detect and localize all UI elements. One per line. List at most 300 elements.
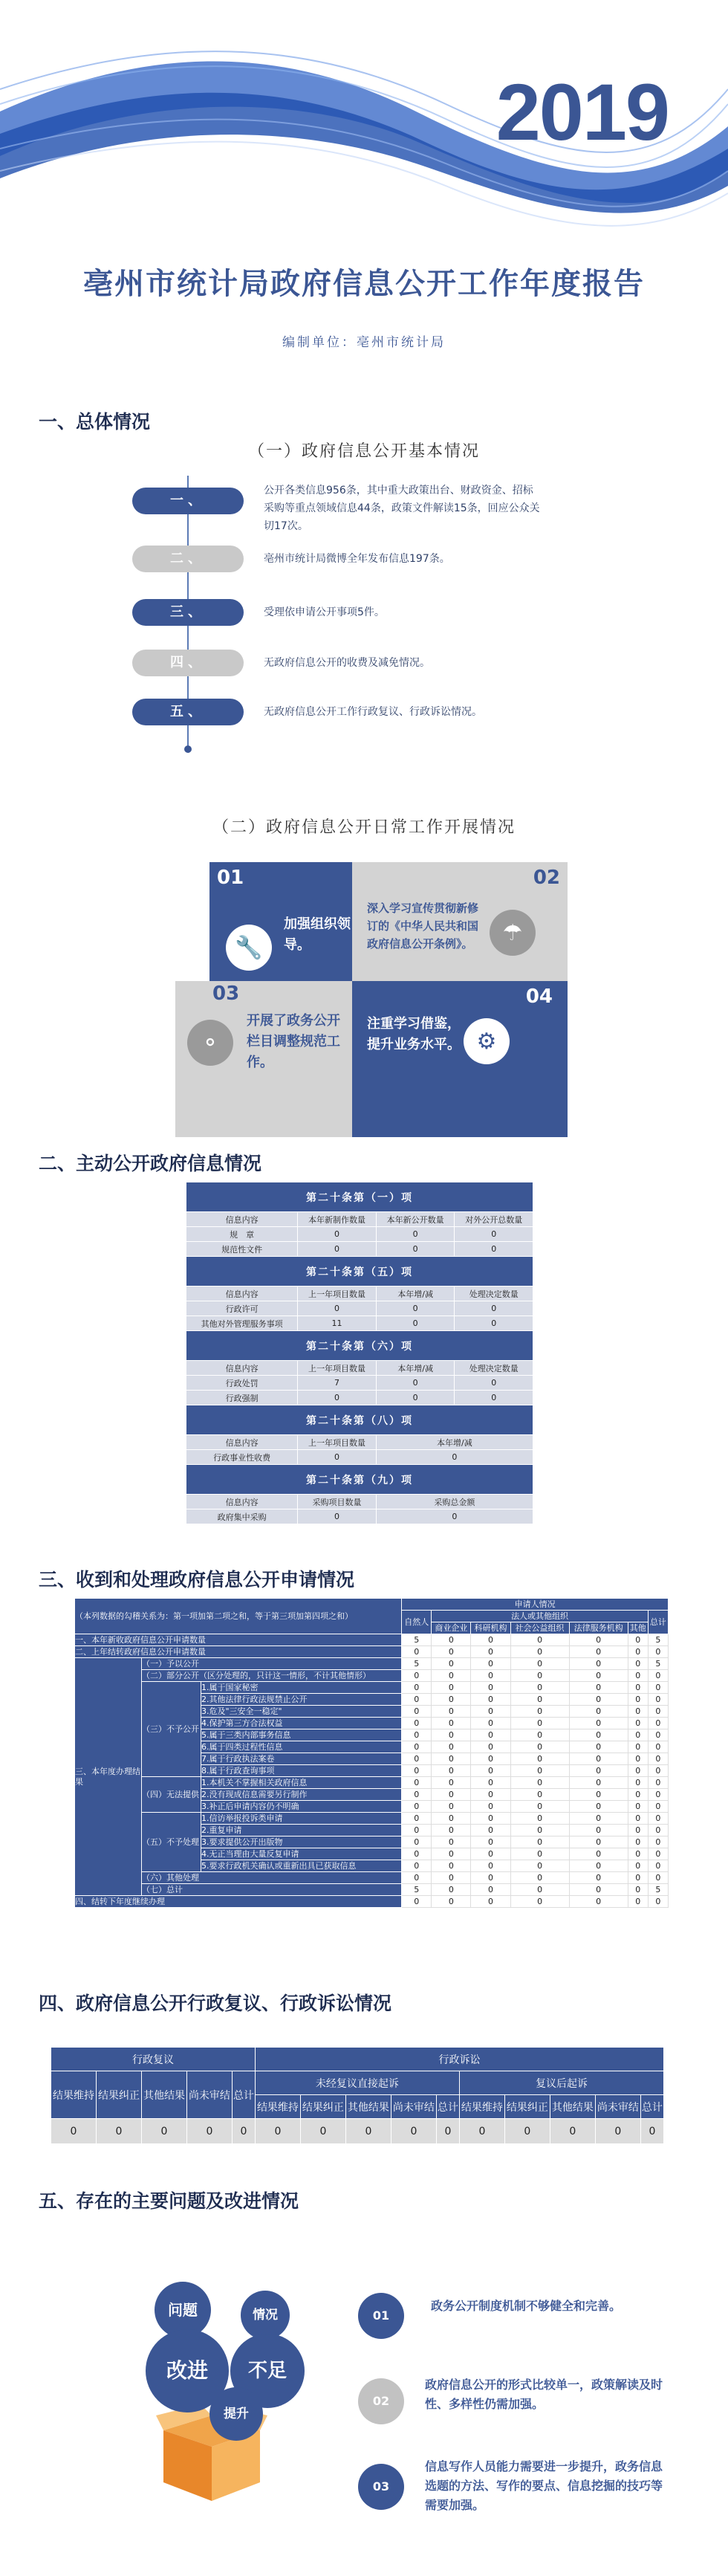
table-cell: 0 [402, 1682, 432, 1694]
column-header: 本年增/减 [376, 1435, 533, 1450]
table-cell: 其他对外管理服务事项 [186, 1316, 298, 1331]
table-col-row [186, 1361, 533, 1376]
table-cell: 0 [648, 1729, 668, 1741]
table-cell: 0 [432, 1896, 471, 1908]
timeline-label: 五、 [132, 699, 244, 725]
table-cell: 0 [402, 1718, 432, 1729]
table-cell: 0 [648, 1789, 668, 1801]
table-col-row [186, 1212, 533, 1227]
table-cell: 0 [569, 1860, 628, 1872]
table-cell: 0 [471, 1836, 510, 1848]
table-cell: 0 [432, 1706, 471, 1718]
section-1-subtitle-2: （二）政府信息公开日常工作开展情况 [212, 818, 516, 837]
table-cell: 5 [402, 1634, 432, 1646]
table-cell: 0 [569, 1896, 628, 1908]
table-cell: 0 [402, 1670, 432, 1682]
table-cell: 0 [628, 1872, 648, 1884]
table-cell: 0 [628, 1836, 648, 1848]
section-1-title: 一、总体情况 [39, 411, 151, 433]
table-cell: 11 [298, 1316, 377, 1331]
timeline-text: 无政府信息公开工作行政复议、行政诉讼情况。 [264, 706, 482, 718]
header-cell: 尚未审结 [391, 2095, 436, 2119]
header-cell: 法人或其他组织 [432, 1611, 648, 1622]
header-cell: 申请人情况 [402, 1599, 669, 1611]
timeline-text: 无政府信息公开的收费及减免情况。 [264, 657, 430, 669]
table-cell: 0 [569, 1658, 628, 1670]
table-cell: 0 [628, 1729, 648, 1741]
table-row [75, 1658, 669, 1670]
table-cell: 0 [648, 1813, 668, 1825]
table-row [75, 1813, 669, 1825]
table-row [186, 1301, 533, 1316]
column-header: 对外公开总数量 [455, 1212, 533, 1227]
row-label: （三）不予公开 [142, 1682, 201, 1777]
timeline-text: 受理依申请公开事项5件。 [264, 606, 385, 618]
row-label: （一）予以公开 [142, 1658, 402, 1670]
table-cell: 0 [648, 1765, 668, 1777]
table-cell: 0 [471, 1789, 510, 1801]
table-cell: 0 [471, 1729, 510, 1741]
table-cell: 0 [255, 2119, 300, 2144]
point-number: 03 [358, 2464, 404, 2510]
table-cell: 0 [432, 1694, 471, 1706]
table-cell: 0 [432, 1848, 471, 1860]
row-label: 7.属于行政执法案卷 [201, 1753, 402, 1765]
header-cell: 结果维持 [51, 2071, 97, 2119]
table-cell: 0 [569, 1741, 628, 1753]
table-row [75, 1777, 669, 1789]
table-cell: 0 [471, 1801, 510, 1813]
table-cell: 0 [648, 1801, 668, 1813]
table-cell: 0 [471, 1741, 510, 1753]
table-cell: 0 [628, 1813, 648, 1825]
table-cell: 0 [402, 1872, 432, 1884]
header-cell: 总计 [436, 2095, 459, 2119]
table-cell: 0 [432, 1884, 471, 1896]
table-cell: 5 [648, 1634, 668, 1646]
timeline-label: 三、 [132, 599, 244, 626]
table-cell: 0 [569, 1670, 628, 1682]
table-cell: 0 [51, 2119, 97, 2144]
column-header: 本年新公开数量 [376, 1212, 455, 1227]
header-cell: 尚未审结 [595, 2095, 640, 2119]
table-cell: 0 [432, 1658, 471, 1670]
table-row [186, 1242, 533, 1257]
timeline-end-dot [184, 745, 192, 753]
table-cell: 0 [628, 1706, 648, 1718]
table-cell: 0 [648, 1872, 668, 1884]
table-cell: 0 [569, 1682, 628, 1694]
table-cell: 0 [402, 1801, 432, 1813]
table-cell: 0 [432, 1753, 471, 1765]
table-row [75, 1872, 669, 1884]
row-label: （五）不予处理 [142, 1813, 201, 1872]
table-cell: 0 [510, 1896, 569, 1908]
table-cell: 0 [510, 1741, 569, 1753]
block-header-cell: 第二十条第（五）项 [186, 1257, 533, 1287]
column-header: 本年增/减 [376, 1287, 455, 1301]
row-label: 3.要求提供公开出版物 [201, 1836, 402, 1848]
table-cell: 0 [628, 1753, 648, 1765]
column-header: 信息内容 [186, 1287, 298, 1301]
table-cell: 0 [510, 1848, 569, 1860]
header-cell: 自然人 [402, 1611, 432, 1634]
table-cell: 5 [648, 1658, 668, 1670]
table-cell: 0 [510, 1718, 569, 1729]
table-cell: 0 [569, 1884, 628, 1896]
table-cell: 0 [648, 1848, 668, 1860]
table-cell: 0 [402, 1836, 432, 1848]
table-cell: 0 [141, 2119, 186, 2144]
header-note: （本列数据的勾稽关系为：第一项加第二项之和，等于第三项加第四项之和） [75, 1599, 402, 1634]
table-cell: 0 [376, 1316, 455, 1331]
quadrant-number: 01 [217, 867, 244, 889]
table-cell: 0 [402, 1848, 432, 1860]
row-label: 1.信访举报投诉类申请 [201, 1813, 402, 1825]
table-block-header [186, 1405, 533, 1435]
lightbulb-icon: ⚬ [187, 1020, 233, 1066]
row-label: 5.要求行政机关确认或重新出具已获取信息 [201, 1860, 402, 1872]
bubble-wenti: 问题 [155, 2282, 211, 2338]
table-cell: 0 [628, 1860, 648, 1872]
table-cell: 0 [298, 1450, 377, 1465]
header-cell: 结果维持 [459, 2095, 504, 2119]
table-cell: 0 [628, 1765, 648, 1777]
table-col-row [186, 1495, 533, 1509]
table-cell: 0 [510, 1646, 569, 1658]
table-cell: 0 [628, 1658, 648, 1670]
column-header: 上一年项目数量 [298, 1361, 377, 1376]
bubble-tisheng: 提升 [209, 2387, 263, 2441]
table-cell: 0 [628, 1789, 648, 1801]
table-cell: 0 [471, 1646, 510, 1658]
table-cell: 0 [569, 1777, 628, 1789]
table-cell: 0 [628, 1670, 648, 1682]
table-cell: 0 [298, 1242, 377, 1257]
table-row [75, 1634, 669, 1646]
table-cell: 0 [376, 1242, 455, 1257]
header-cell: 其他 [628, 1622, 648, 1634]
column-header: 上一年项目数量 [298, 1435, 377, 1450]
table-cell: 0 [432, 1836, 471, 1848]
column-header: 处理决定数量 [455, 1361, 533, 1376]
table-cell: 0 [376, 1391, 455, 1405]
table-cell: 0 [345, 2119, 391, 2144]
table-block-header [186, 1331, 533, 1361]
table-cell: 0 [510, 1694, 569, 1706]
row-label: 8.属于行政查询事项 [201, 1765, 402, 1777]
table-cell: 0 [569, 1789, 628, 1801]
row-label: 四、结转下年度继续办理 [75, 1896, 402, 1908]
table-cell: 0 [504, 2119, 550, 2144]
header-cell: 法律服务机构 [569, 1622, 628, 1634]
row-label: 4.保护第三方合法权益 [201, 1718, 402, 1729]
table-cell: 0 [569, 1634, 628, 1646]
column-header: 信息内容 [186, 1212, 298, 1227]
table-cell: 0 [569, 1646, 628, 1658]
table-col-row [186, 1435, 533, 1450]
row-label: 2.重复申请 [201, 1825, 402, 1836]
header-cell: 结果维持 [255, 2095, 300, 2119]
table-cell: 0 [510, 1682, 569, 1694]
table-cell: 0 [455, 1242, 533, 1257]
table-cell: 0 [471, 1884, 510, 1896]
table-cell: 0 [402, 1896, 432, 1908]
header-cell: 总计 [648, 1611, 668, 1634]
table-cell: 0 [471, 1860, 510, 1872]
column-header: 采购项目数量 [298, 1495, 377, 1509]
table-cell: 0 [436, 2119, 459, 2144]
table-row [186, 1376, 533, 1391]
table-cell: 0 [628, 1741, 648, 1753]
application-table [74, 1598, 669, 1908]
table-cell: 0 [569, 1872, 628, 1884]
header-cell: 结果纠正 [96, 2071, 141, 2119]
table-cell: 0 [648, 1646, 668, 1658]
work-quadrant-4 [352, 981, 568, 1137]
table-cell: 0 [648, 1670, 668, 1682]
table-cell: 0 [186, 2119, 232, 2144]
table-cell: 0 [510, 1634, 569, 1646]
table-cell: 0 [298, 1391, 377, 1405]
table-cell: 0 [432, 1801, 471, 1813]
block-header-cell: 第二十条第（九）项 [186, 1465, 533, 1495]
table-cell: 政府集中采购 [186, 1509, 298, 1524]
bubble-buzu: 不足 [230, 2334, 305, 2408]
table-cell: 0 [569, 1801, 628, 1813]
table-cell: 0 [550, 2119, 595, 2144]
row-label: （四）无法提供 [142, 1777, 201, 1813]
proactive-disclosure-table [186, 1182, 533, 1524]
table-cell: 0 [432, 1634, 471, 1646]
table-cell: 0 [432, 1741, 471, 1753]
row-label: 5.属于三类内部事务信息 [201, 1729, 402, 1741]
table-cell: 0 [455, 1376, 533, 1391]
report-editor: 编制单位：亳州市统计局 [282, 335, 446, 350]
table-cell: 0 [648, 1741, 668, 1753]
table-cell: 0 [569, 1848, 628, 1860]
table-cell: 0 [232, 2119, 255, 2144]
table-cell: 0 [628, 1825, 648, 1836]
timeline-label: 一、 [132, 488, 244, 514]
timeline-text: 公开各类信息956条，其中重大政策出台、财政资金、招标采购等重点领域信息44条，政策文件解读15条，回应公众关切17次。 [264, 485, 540, 532]
table-cell: 0 [402, 1694, 432, 1706]
quadrant-text: 加强组织领导。 [284, 916, 351, 953]
table-cell: 0 [432, 1825, 471, 1836]
point-text: 政府信息公开的形式比较单一，政策解读及时性、多样性仍需加强。 [425, 2378, 663, 2411]
table-cell: 0 [510, 1753, 569, 1765]
table-cell: 0 [402, 1789, 432, 1801]
table-cell: 0 [455, 1316, 533, 1331]
table-cell: 0 [569, 1813, 628, 1825]
quadrant-text: 开展了政务公开栏目调整规范工作。 [247, 1013, 340, 1070]
row-label: 三、本年度办理结果 [75, 1658, 142, 1896]
table-cell: 0 [569, 1729, 628, 1741]
table-cell: 0 [402, 1825, 432, 1836]
table-row [186, 1509, 533, 1524]
row-label: 2.没有现成信息需要另行制作 [201, 1789, 402, 1801]
table-cell: 0 [569, 1825, 628, 1836]
header-cell: 行政复议 [51, 2048, 256, 2071]
table-cell: 行政强制 [186, 1391, 298, 1405]
timeline-label: 四、 [132, 650, 244, 676]
block-header-cell: 第二十条第（六）项 [186, 1331, 533, 1361]
table-cell: 0 [471, 1634, 510, 1646]
table-cell: 0 [298, 1301, 377, 1316]
table-cell: 0 [628, 1718, 648, 1729]
table-cell: 0 [298, 1227, 377, 1242]
table-cell: 0 [648, 1718, 668, 1729]
table-cell: 规范性文件 [186, 1242, 298, 1257]
table-cell: 0 [510, 1825, 569, 1836]
table-cell: 0 [471, 1694, 510, 1706]
header-cell: 其他结果 [345, 2095, 391, 2119]
table-cell: 0 [510, 1884, 569, 1896]
table-cell: 0 [628, 1884, 648, 1896]
quadrant-number: 02 [533, 867, 560, 889]
section-3-title: 三、收到和处理政府信息公开申请情况 [39, 1569, 355, 1590]
table-cell: 0 [648, 1825, 668, 1836]
table-cell: 0 [376, 1450, 533, 1465]
header-cell: 行政诉讼 [255, 2048, 663, 2071]
row-label: 3.补正后申请内容仍不明确 [201, 1801, 402, 1813]
table-cell: 0 [432, 1682, 471, 1694]
quadrant-text: 注重学习借鉴，提升业务水平。 [367, 1016, 461, 1052]
table-row [75, 1670, 669, 1682]
table-cell: 0 [471, 1765, 510, 1777]
table-cell: 0 [471, 1658, 510, 1670]
table-cell: 行政处罚 [186, 1376, 298, 1391]
header-cell: 结果纠正 [504, 2095, 550, 2119]
table-cell: 0 [648, 1860, 668, 1872]
timeline-text: 亳州市统计局微博全年发布信息197条。 [264, 553, 450, 565]
row-label: 1.属于国家秘密 [201, 1682, 402, 1694]
block-header-cell: 第二十条第（八）项 [186, 1405, 533, 1435]
review-litigation-table [51, 2047, 664, 2144]
table-cell: 0 [510, 1765, 569, 1777]
column-header: 信息内容 [186, 1435, 298, 1450]
table-cell: 0 [471, 1682, 510, 1694]
umbrella-icon: ☂ [490, 910, 536, 956]
point-text: 政务公开制度机制不够健全和完善。 [431, 2299, 622, 2313]
table-cell: 0 [510, 1860, 569, 1872]
table-cell: 0 [569, 1718, 628, 1729]
table-cell: 0 [432, 1765, 471, 1777]
table-cell: 0 [628, 1848, 648, 1860]
column-header: 信息内容 [186, 1495, 298, 1509]
timeline-label: 二、 [132, 546, 244, 572]
table-cell: 0 [510, 1813, 569, 1825]
table-cell: 0 [432, 1646, 471, 1658]
table-cell: 行政事业性收费 [186, 1450, 298, 1465]
header-cell: 尚未审结 [186, 2071, 232, 2119]
column-header: 采购总金额 [376, 1495, 533, 1509]
point-number: 01 [358, 2293, 404, 2339]
row-label: 4.无正当理由大量反复申请 [201, 1848, 402, 1860]
table-cell: 0 [471, 1718, 510, 1729]
table-cell: 0 [510, 1777, 569, 1789]
quadrant-number: 03 [212, 983, 240, 1005]
table-cell: 0 [471, 1706, 510, 1718]
section-2-title: 二、主动公开政府信息情况 [39, 1153, 262, 1174]
table-row [75, 1884, 669, 1896]
table-cell: 5 [648, 1884, 668, 1896]
table-cell: 0 [648, 1777, 668, 1789]
table-cell: 0 [455, 1301, 533, 1316]
header-cell: 科研机构 [471, 1622, 510, 1634]
table-cell: 0 [432, 1718, 471, 1729]
table-cell: 0 [432, 1777, 471, 1789]
column-header: 处理决定数量 [455, 1287, 533, 1301]
table-row [75, 1896, 669, 1908]
table-cell: 0 [300, 2119, 345, 2144]
header-cell: 结果纠正 [300, 2095, 345, 2119]
table-cell: 0 [432, 1860, 471, 1872]
row-label: 3.危及"三安全一稳定" [201, 1706, 402, 1718]
table-cell: 0 [648, 1706, 668, 1718]
report-year: 2019 [495, 67, 669, 157]
table-cell: 0 [628, 1896, 648, 1908]
table-row [186, 1391, 533, 1405]
table-cell: 0 [569, 1706, 628, 1718]
table-cell: 0 [402, 1646, 432, 1658]
block-header-cell: 第二十条第（一）项 [186, 1182, 533, 1212]
table-cell: 0 [402, 1777, 432, 1789]
table-row [186, 1450, 533, 1465]
table-cell: 0 [628, 1646, 648, 1658]
header-cell: 复议后起诉 [459, 2071, 663, 2095]
table-cell: 0 [432, 1872, 471, 1884]
header-cell: 商业企业 [432, 1622, 471, 1634]
gear-icon: ⚙ [464, 1018, 510, 1064]
table-cell: 0 [569, 1765, 628, 1777]
table-cell: 0 [628, 1777, 648, 1789]
header-row [75, 1599, 669, 1611]
bubble-gaijin: 改进 [146, 2329, 229, 2412]
table-cell: 0 [648, 1682, 668, 1694]
table-row [75, 1646, 669, 1658]
table-cell: 0 [432, 1729, 471, 1741]
section-4-title: 四、政府信息公开行政复议、行政诉讼情况 [39, 1993, 392, 2014]
table-cell: 行政许可 [186, 1301, 298, 1316]
table-cell: 0 [402, 1741, 432, 1753]
row-label: 1.本机关不掌握相关政府信息 [201, 1777, 402, 1789]
wrench-icon: 🔧 [226, 925, 272, 971]
table-cell: 0 [595, 2119, 640, 2144]
table-row [186, 1316, 533, 1331]
table-cell: 0 [510, 1729, 569, 1741]
quadrant-number: 04 [525, 986, 553, 1008]
table-cell: 0 [432, 1813, 471, 1825]
header-cell: 总计 [640, 2095, 663, 2119]
table-cell: 0 [628, 1801, 648, 1813]
table-block-header [186, 1465, 533, 1495]
table-cell: 0 [298, 1509, 377, 1524]
table-cell: 0 [471, 1872, 510, 1884]
table-cell: 0 [471, 1825, 510, 1836]
table-cell: 0 [628, 1634, 648, 1646]
table-cell: 0 [459, 2119, 504, 2144]
section-1-subtitle-1: （一）政府信息公开基本情况 [247, 442, 480, 461]
table-cell: 0 [510, 1658, 569, 1670]
table-cell: 0 [402, 1765, 432, 1777]
table-cell: 0 [96, 2119, 141, 2144]
table-cell: 0 [471, 1670, 510, 1682]
header-cell: 其他结果 [141, 2071, 186, 2119]
row-label: 6.属于四类过程性信息 [201, 1741, 402, 1753]
table-cell: 0 [402, 1706, 432, 1718]
table-cell: 0 [648, 1753, 668, 1765]
